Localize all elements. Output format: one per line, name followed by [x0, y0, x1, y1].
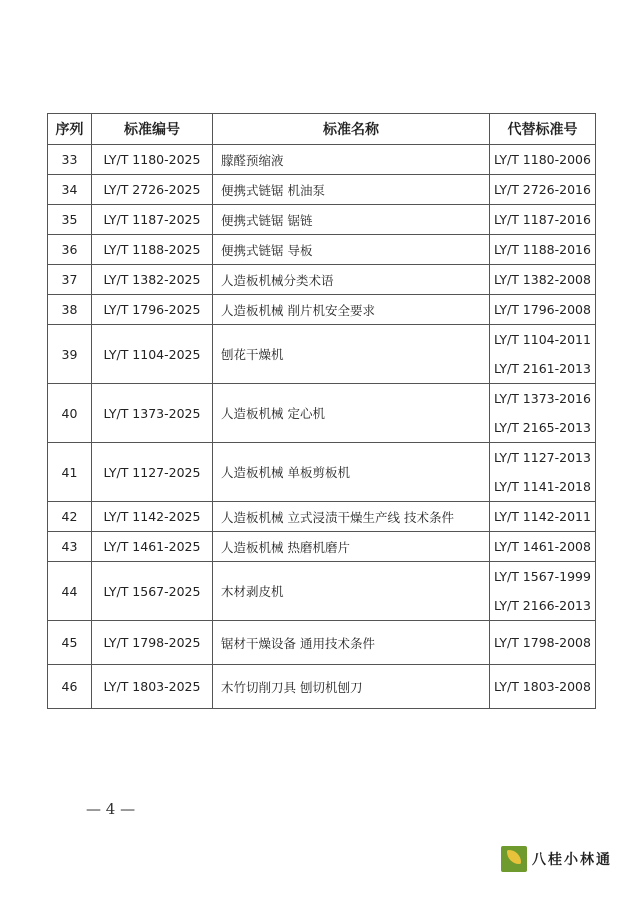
seq-cell: 45 — [48, 621, 92, 665]
replaced-standard: LY/T 1187-2016 — [494, 212, 591, 227]
header-seq: 序列 — [48, 114, 92, 145]
table-row — [48, 384, 596, 443]
table-row — [48, 502, 596, 532]
name-cell: 人造板机械 削片机安全要求 — [213, 295, 490, 325]
seq-cell: 36 — [48, 235, 92, 265]
replaced-standard: LY/T 1104-2011 — [494, 332, 591, 347]
seq-cell: 44 — [48, 562, 92, 621]
replaced-standard: LY/T 1127-2013 — [494, 450, 591, 465]
name-cell: 刨花干燥机 — [213, 325, 490, 384]
seq-cell: 33 — [48, 145, 92, 175]
replaces-cell — [490, 325, 596, 384]
name-cell: 人造板机械 单板剪板机 — [213, 443, 490, 502]
seq-cell: 42 — [48, 502, 92, 532]
replaced-standard: LY/T 2726-2016 — [494, 182, 591, 197]
replaced-standard: LY/T 1188-2016 — [494, 242, 591, 257]
replaces-cell — [490, 295, 596, 325]
table-row — [48, 621, 596, 665]
replaces-cell — [490, 384, 596, 443]
replaces-cell — [490, 443, 596, 502]
table-header-row — [48, 114, 596, 145]
table-row — [48, 295, 596, 325]
header-replaces: 代替标准号 — [490, 114, 596, 145]
name-cell: 木材剥皮机 — [213, 562, 490, 621]
replaces-cell — [490, 532, 596, 562]
replaces-cell — [490, 205, 596, 235]
code-cell: LY/T 1142-2025 — [92, 502, 213, 532]
standards-table — [47, 113, 596, 709]
name-cell: 人造板机械 立式浸渍干燥生产线 技术条件 — [213, 502, 490, 532]
code-cell: LY/T 1803-2025 — [92, 665, 213, 709]
table-row — [48, 562, 596, 621]
seq-cell: 46 — [48, 665, 92, 709]
leaf-logo-icon — [501, 846, 527, 872]
watermark-text: 八桂小林通 — [532, 852, 612, 868]
table-body — [48, 145, 596, 709]
code-cell: LY/T 1104-2025 — [92, 325, 213, 384]
replaced-standard: LY/T 1382-2008 — [494, 272, 591, 287]
seq-cell: 38 — [48, 295, 92, 325]
code-cell: LY/T 1187-2025 — [92, 205, 213, 235]
seq-cell: 37 — [48, 265, 92, 295]
replaced-standard: LY/T 2165-2013 — [494, 420, 591, 435]
seq-cell: 34 — [48, 175, 92, 205]
seq-cell: 35 — [48, 205, 92, 235]
replaced-standard: LY/T 1798-2008 — [494, 635, 591, 650]
name-cell: 人造板机械 定心机 — [213, 384, 490, 443]
code-cell: LY/T 1373-2025 — [92, 384, 213, 443]
replaces-cell — [490, 235, 596, 265]
replaced-standard: LY/T 1461-2008 — [494, 539, 591, 554]
name-cell: 朦醛预缩液 — [213, 145, 490, 175]
seq-cell: 43 — [48, 532, 92, 562]
replaces-cell — [490, 562, 596, 621]
page-number: — 4 — — [86, 800, 136, 818]
code-cell: LY/T 1180-2025 — [92, 145, 213, 175]
replaces-cell — [490, 502, 596, 532]
name-cell: 人造板机械 热磨机磨片 — [213, 532, 490, 562]
replaced-standard: LY/T 2166-2013 — [494, 598, 591, 613]
name-cell: 人造板机械分类术语 — [213, 265, 490, 295]
replaced-standard: LY/T 1142-2011 — [494, 509, 591, 524]
replaces-cell — [490, 265, 596, 295]
code-cell: LY/T 1798-2025 — [92, 621, 213, 665]
name-cell: 便携式链锯 导板 — [213, 235, 490, 265]
code-cell: LY/T 1796-2025 — [92, 295, 213, 325]
table-row — [48, 265, 596, 295]
name-cell: 锯材干燥设备 通用技术条件 — [213, 621, 490, 665]
replaces-cell — [490, 175, 596, 205]
name-cell: 便携式链锯 机油泵 — [213, 175, 490, 205]
replaced-standard: LY/T 2161-2013 — [494, 361, 591, 376]
code-cell: LY/T 1188-2025 — [92, 235, 213, 265]
name-cell: 便携式链锯 锯链 — [213, 205, 490, 235]
replaces-cell — [490, 621, 596, 665]
table-row — [48, 145, 596, 175]
code-cell: LY/T 1127-2025 — [92, 443, 213, 502]
replaced-standard: LY/T 1567-1999 — [494, 569, 591, 584]
replaced-standard: LY/T 1180-2006 — [494, 152, 591, 167]
name-cell: 木竹切削刀具 刨切机刨刀 — [213, 665, 490, 709]
table-row — [48, 175, 596, 205]
seq-cell: 41 — [48, 443, 92, 502]
replaced-standard: LY/T 1141-2018 — [494, 479, 591, 494]
table-row — [48, 205, 596, 235]
seq-cell: 39 — [48, 325, 92, 384]
replaced-standard: LY/T 1803-2008 — [494, 679, 591, 694]
table-row — [48, 443, 596, 502]
replaced-standard: LY/T 1796-2008 — [494, 302, 591, 317]
seq-cell: 40 — [48, 384, 92, 443]
code-cell: LY/T 1382-2025 — [92, 265, 213, 295]
header-code: 标准编号 — [92, 114, 213, 145]
table-row — [48, 235, 596, 265]
table-row — [48, 665, 596, 709]
replaced-standard: LY/T 1373-2016 — [494, 391, 591, 406]
table-row — [48, 325, 596, 384]
replaces-cell — [490, 145, 596, 175]
code-cell: LY/T 2726-2025 — [92, 175, 213, 205]
code-cell: LY/T 1461-2025 — [92, 532, 213, 562]
watermark-logo — [501, 846, 612, 872]
replaces-cell — [490, 665, 596, 709]
table-row — [48, 532, 596, 562]
header-name: 标准名称 — [213, 114, 490, 145]
code-cell: LY/T 1567-2025 — [92, 562, 213, 621]
